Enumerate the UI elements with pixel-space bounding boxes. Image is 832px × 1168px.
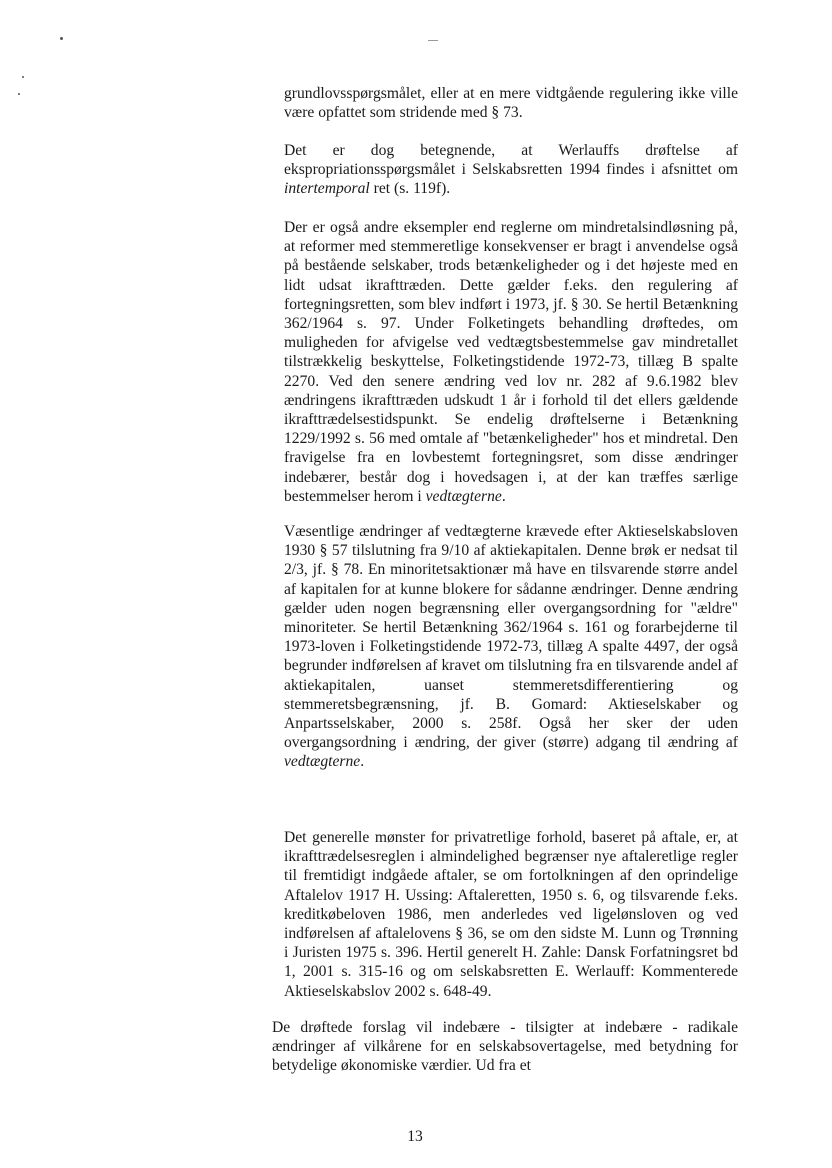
paragraph-text: grundlovsspørgsmålet, eller at en mere vidtgående regulering ikke ville være opfattet som stridende med § 73. bbox=[284, 85, 738, 122]
paragraph-2 bbox=[284, 141, 738, 199]
paragraph-3 bbox=[284, 218, 738, 506]
scan-dash bbox=[428, 40, 438, 41]
paragraph-4 bbox=[284, 522, 738, 772]
scan-speck bbox=[18, 93, 20, 95]
paragraph-text: Der er også andre eksempler end reglerne om mindretalsindløsning på, at reformer med stemmeretlige konsekvenser er bragt i anvendelse også på bestående selskaber, trods betænkeligheder og i det højeste med en lidt udsat ikrafttræden. Dette gælder f.eks. den regulering af fortegningsretten, som blev indført i 1973, jf. § 30. Se hertil Betænkning 362/1964 s. 97. Under Folketingets behandling drøftedes, om muligheden for afvigelse ved vedtægtsbestemmelse gav mindretallet tilstrækkelig beskyttelse, Folketingstidende 1972-73, tillæg B spalte 2270. Ved den senere ændring ved lov nr. 282 af 9.6.1982 blev ændringens ikrafttræden udskudt 1 år i forhold til det ellers gældende ikrafttrædelsestidspunkt. Se endelig drøftelserne i Betænkning 1229/1992 s. 56 med omtale af "betænkeligheder" hos et mindretal. Den fravigelse fra en lovbestemt fortegningsret, som disse ændringer indebærer, består dog i hovedsagen i, at der kan træffes særlige bestemmelser herom i bbox=[284, 219, 738, 505]
italic-text: vedtægterne bbox=[284, 753, 361, 771]
scan-speck bbox=[60, 37, 63, 40]
paragraph-text: Væsentlige ændringer af vedtægterne krævede efter Aktieselskabsloven 1930 § 57 tilslutning fra 9/10 af aktiekapitalen. Denne brøk er nedsat til 2/3, jf. § 78. En minoritetsaktionær må have en tilsvarende større andel af kapitalen for at kunne blokere for sådanne ændringer. Denne ændring gælder uden nogen begrænsning eller overgangsordning for "ældre" minoriteter. Se hertil Betænkning 362/1964 s. 161 og forarbejderne til 1973-loven i Folketingstidende 1972-73, tillæg A spalte 4497, der også begrunder indførelsen af kravet om tilslutning fra en tilsvarende andel af aktiekapitalen, uanset stemmeretsdifferentiering og stemmeretsbegrænsning, jf. B. Gomard: Aktieselskaber og Anpartsselskaber, 2000 s. 258f. Også her sker der uden overgangsordning i ændring, der giver (større) adgang til ændring af bbox=[284, 523, 738, 752]
paragraph-text: Det er dog betegnende, at Werlauffs drøftelse af ekspropriationsspørgsmålet i Selskabsretten 1994 findes i afsnittet om bbox=[284, 142, 738, 179]
paragraph-5 bbox=[284, 828, 738, 1001]
paragraph-text: Det generelle mønster for privatretlige forhold, baseret på aftale, er, at ikrafttrædelsesreglen i almindelighed begrænser nye aftaleretlige regler til fremtidigt indgåede aftaler, se om fortolkningen af den oprindelige Aftalelov 1917 H. Ussing: Aftaleretten, 1950 s. 6, og tilsvarende f.eks. kreditkøbeloven 1986, men anderledes ved ligelønsloven og ved indførelsen af aftalelovens § 36, se om den sidste M. Lunn og Trønning i Juristen 1975 s. 396. Hertil generelt H. Zahle: Dansk Forfatningsret bd 1, 2001 s. 315-16 og om selskabsretten E. Werlauff: Kommenterede Aktieselskabslov 2002 s. 648-49. bbox=[284, 829, 738, 1000]
paragraph-1 bbox=[284, 84, 738, 122]
paragraph-text: . bbox=[501, 487, 506, 505]
scan-speck bbox=[22, 76, 24, 78]
paragraph-text: ret (s. 119f). bbox=[369, 180, 451, 198]
italic-text: vedtægterne bbox=[425, 487, 502, 505]
paragraph-text: . bbox=[360, 753, 365, 771]
italic-text: intertemporal bbox=[284, 180, 370, 198]
page-number: 13 bbox=[407, 1128, 423, 1145]
paragraph-text: De drøftede forslag vil indebære - tilsigter at indebære - radikale ændringer af vilkårene for en selskabsovertagelse, med betydning for betydelige økonomiske værdier. Ud fra et bbox=[272, 1019, 738, 1075]
paragraph-6 bbox=[272, 1018, 738, 1076]
